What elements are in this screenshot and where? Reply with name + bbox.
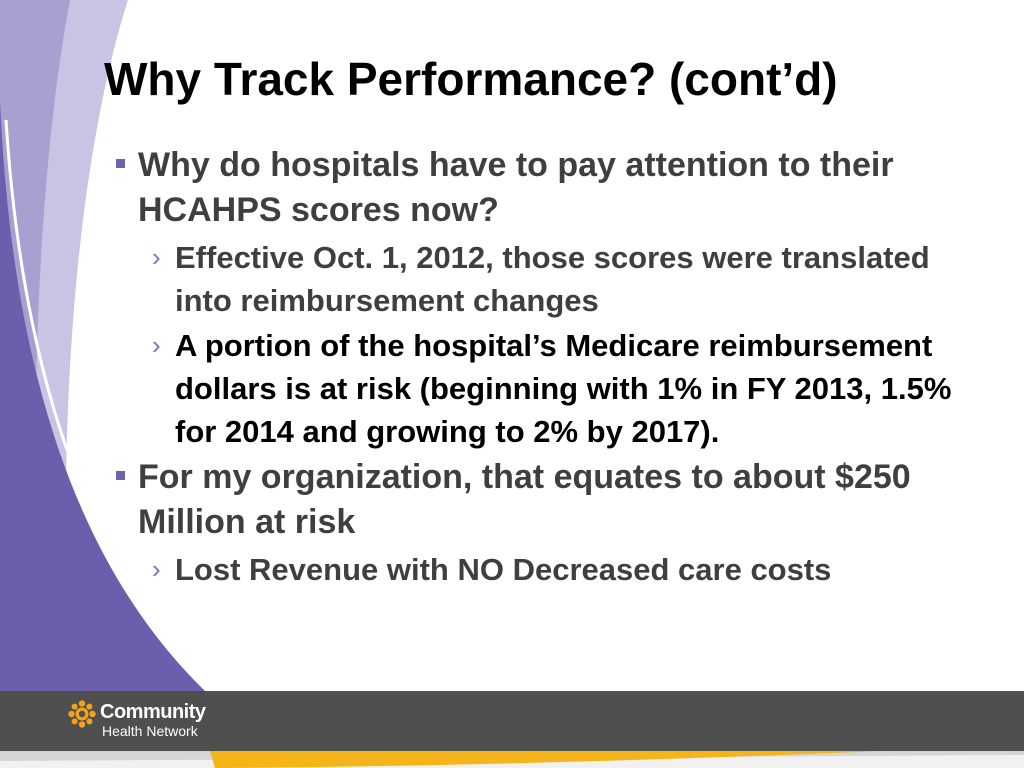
bullet-item bbox=[108, 455, 988, 545]
sub-bullet-text: Lost Revenue with NO Decreased care costs bbox=[175, 552, 832, 587]
square-bullet-icon bbox=[116, 159, 125, 168]
sub-bullet-item bbox=[108, 324, 988, 453]
bullet-item bbox=[108, 143, 988, 233]
chevron-bullet-icon: › bbox=[152, 554, 161, 584]
chevron-bullet-icon: › bbox=[152, 330, 161, 360]
sub-bullet-item bbox=[108, 236, 988, 322]
slide-title: Why Track Performance? (cont’d) bbox=[104, 53, 838, 105]
bullet-list bbox=[108, 143, 988, 593]
sub-bullet-item bbox=[108, 548, 988, 591]
bullet-text: For my organization, that equates to about $250 Million at risk bbox=[138, 458, 911, 541]
sub-bullet-text: A portion of the hospital’s Medicare reimbursement dollars is at risk (beginning with 1% in FY 2013, 1.5% for 2014 and growing to 2% by 2017). bbox=[175, 328, 952, 449]
bottom-stripe bbox=[0, 751, 1024, 768]
logo-name: Community bbox=[100, 701, 206, 723]
chevron-bullet-icon: › bbox=[152, 242, 161, 272]
sub-bullet-text: Effective Oct. 1, 2012, those scores were translated into reimbursement changes bbox=[175, 240, 930, 318]
logo-subname: Health Network bbox=[102, 723, 198, 739]
logo-wordmark bbox=[100, 701, 206, 740]
square-bullet-icon bbox=[116, 471, 125, 480]
bullet-text: Why do hospitals have to pay attention to their HCAHPS scores now? bbox=[138, 146, 894, 229]
sunburst-logo-icon bbox=[68, 700, 96, 728]
